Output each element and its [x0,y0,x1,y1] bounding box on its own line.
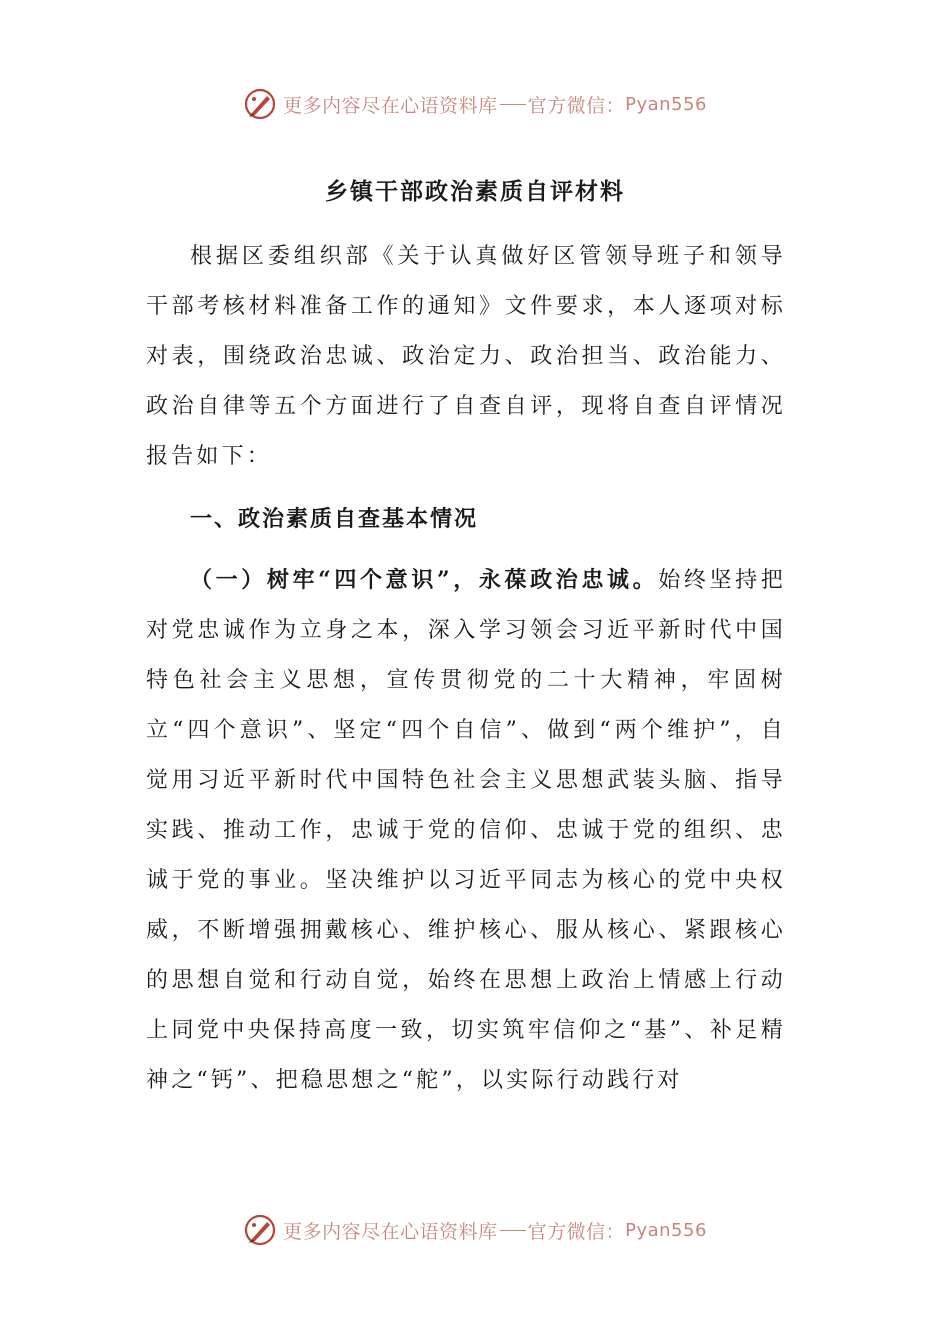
banner-wechat-label: 官方微信： [527,1220,626,1243]
banner-separator [500,1230,526,1231]
banner-wechat-id: Pyan556 [625,1219,707,1241]
footer-banner [0,1210,950,1250]
intro-paragraph [146,232,786,482]
subsection-paragraph [146,555,786,1106]
intro-text: 根据区委组织部《关于认真做好区管领导班子和领导干部考核材料准备工作的通知》文件要求，本人逐项对标对表，围绕政治忠诚、政治定力、政治担当、政治能力、政治自律等五个方面进行了自查自评，现将自查自评情况报告如下： [146,244,786,469]
pen-nib-seal-icon [243,87,277,121]
banner-text: 更多内容尽在心语资料库 [283,94,498,117]
subsection-text-block [146,555,786,1106]
pen-nib-seal-icon [243,1213,277,1247]
banner-wechat-label: 官方微信： [527,94,626,117]
document-title: 乡镇干部政治素质自评材料 [325,178,625,205]
subsection-lead: （一）树牢“四个意识”，永葆政治忠诚。 [190,567,659,593]
subsection-text: 始终坚持把对党忠诚作为立身之本，深入学习领会习近平新时代中国特色社会主义思想，宣传贯彻党的二十大精神，牢固树立“四个意识”、坚定“四个自信”、做到“两个维护”，自觉用习近平新时代中国特色社会主义思想武装头脑、指导实践、推动工作，忠诚于党的信仰、忠诚于党的组织、忠诚于党的事业。坚决维护以习近平同志为核心的党中央权威，不断增强拥戴核心、维护核心、服从核心、紧跟核心的思想自觉和行动自觉，始终在思想上政治上情感上行动上同党中央保持高度一致，切实筑牢信仰之“基”、补足精神之“钙”、把稳思想之“舵”，以实际行动践行对 [146,568,786,1093]
banner-separator [500,104,526,105]
banner-text: 更多内容尽在心语资料库 [283,1220,498,1243]
header-banner [0,84,950,124]
banner-wechat-id: Pyan556 [625,93,707,115]
section-heading: 一、政治素质自查基本情况 [190,506,479,532]
